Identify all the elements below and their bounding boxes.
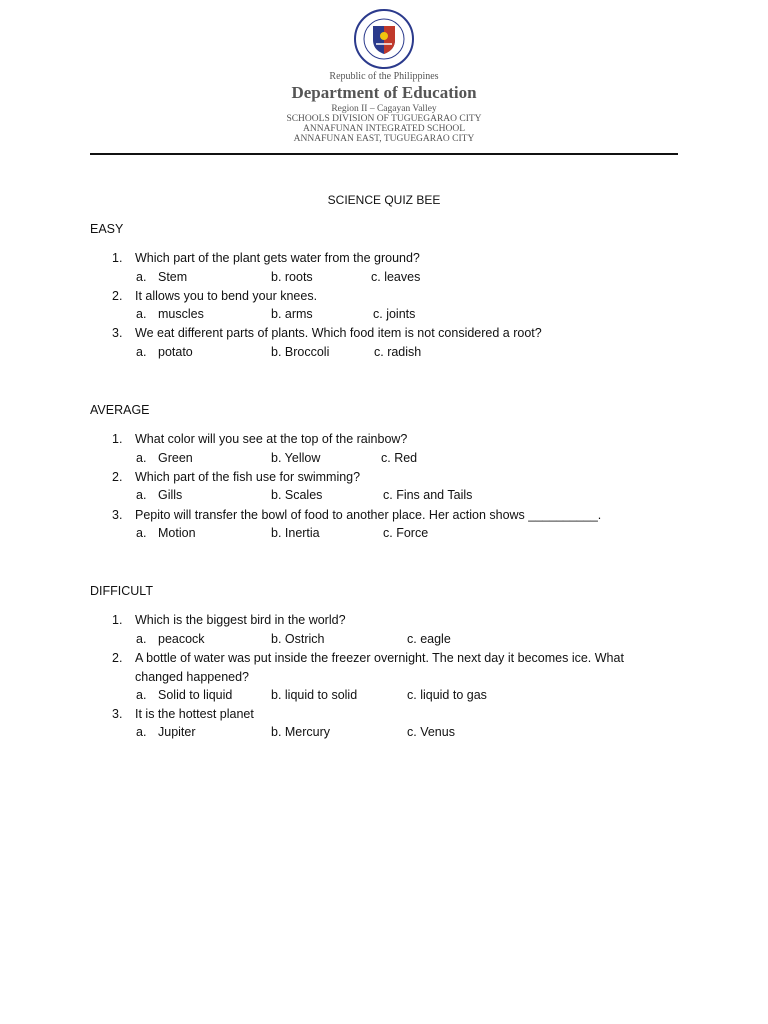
option-b: b. Inertia — [271, 526, 320, 540]
question-text: It allows you to bend your knees. — [135, 289, 318, 303]
question-text: We eat different parts of plants. Which food item is not considered a root? — [135, 326, 542, 340]
question-number: 1. — [112, 432, 123, 446]
option-b: b. Mercury — [271, 725, 331, 739]
department-name: Department of Education — [291, 83, 477, 102]
question-text: What color will you see at the top of the rainbow? — [135, 432, 408, 446]
question-number: 2. — [112, 289, 123, 303]
option-c: c. leaves — [371, 270, 421, 284]
option-letter: a. — [136, 688, 147, 702]
option-c: c. Fins and Tails — [383, 488, 473, 502]
question-text: Which part of the plant gets water from the ground? — [135, 251, 420, 265]
option-letter: a. — [136, 307, 147, 321]
question-text: A bottle of water was put inside the freezer overnight. The next day it becomes ice. What changed happened? — [135, 651, 624, 684]
option-letter: a. — [136, 725, 147, 739]
option-b: b. arms — [271, 307, 313, 321]
letterhead — [0, 8, 768, 144]
option-b: b. Ostrich — [271, 632, 325, 646]
question-text: Which is the biggest bird in the world? — [135, 613, 346, 627]
school-name: ANNAFUNAN INTEGRATED SCHOOL — [302, 124, 466, 134]
option-a: potato — [158, 345, 193, 359]
option-c: c. liquid to gas — [407, 688, 487, 702]
option-b: b. Yellow — [271, 451, 321, 465]
region-line: Region II – Cagayan Valley — [331, 104, 437, 114]
option-a: peacock — [158, 632, 205, 646]
option-letter: a. — [136, 345, 147, 359]
question-text: Which part of the fish use for swimming? — [135, 470, 361, 484]
option-b: b. Scales — [271, 488, 323, 502]
question-number: 3. — [112, 326, 123, 340]
option-b: b. liquid to solid — [271, 688, 358, 702]
option-b: b. Broccoli — [271, 345, 330, 359]
deped-seal-icon — [353, 8, 415, 70]
option-a: Gills — [158, 488, 183, 502]
option-c: c. joints — [373, 307, 416, 321]
question-number: 1. — [112, 251, 123, 265]
option-c: c. Force — [383, 526, 429, 540]
option-a: Jupiter — [158, 725, 196, 739]
republic-line: Republic of the Philippines — [329, 71, 439, 82]
school-address: ANNAFUNAN EAST, TUGUEGARAO CITY — [293, 134, 475, 144]
option-letter: a. — [136, 451, 147, 465]
option-a: Motion — [158, 526, 196, 540]
question-number: 2. — [112, 651, 123, 665]
question-number: 1. — [112, 613, 123, 627]
option-letter: a. — [136, 270, 147, 284]
question-number: 2. — [112, 470, 123, 484]
section-average-heading: AVERAGE — [90, 403, 150, 417]
option-a: Green — [158, 451, 193, 465]
option-b: b. roots — [271, 270, 313, 284]
option-c: c. Venus — [407, 725, 455, 739]
question-text: It is the hottest planet — [135, 707, 254, 721]
option-a: muscles — [158, 307, 204, 321]
option-c: c. Red — [381, 451, 418, 465]
question-number: 3. — [112, 508, 123, 522]
division-line: SCHOOLS DIVISION OF TUGUEGARAO CITY — [286, 114, 482, 124]
page-title: SCIENCE QUIZ BEE — [327, 193, 441, 207]
option-c: c. radish — [374, 345, 422, 359]
question-number: 3. — [112, 707, 123, 721]
question-text: Pepito will transfer the bowl of food to another place. Her action shows __________. — [135, 508, 602, 522]
option-letter: a. — [136, 632, 147, 646]
option-a: Solid to liquid — [158, 688, 233, 702]
option-a: Stem — [158, 270, 188, 284]
option-letter: a. — [136, 488, 147, 502]
option-c: c. eagle — [407, 632, 451, 646]
section-easy-heading: EASY — [90, 222, 124, 236]
option-letter: a. — [136, 526, 147, 540]
header-divider — [90, 153, 678, 155]
section-difficult-heading: DIFFICULT — [90, 584, 153, 598]
